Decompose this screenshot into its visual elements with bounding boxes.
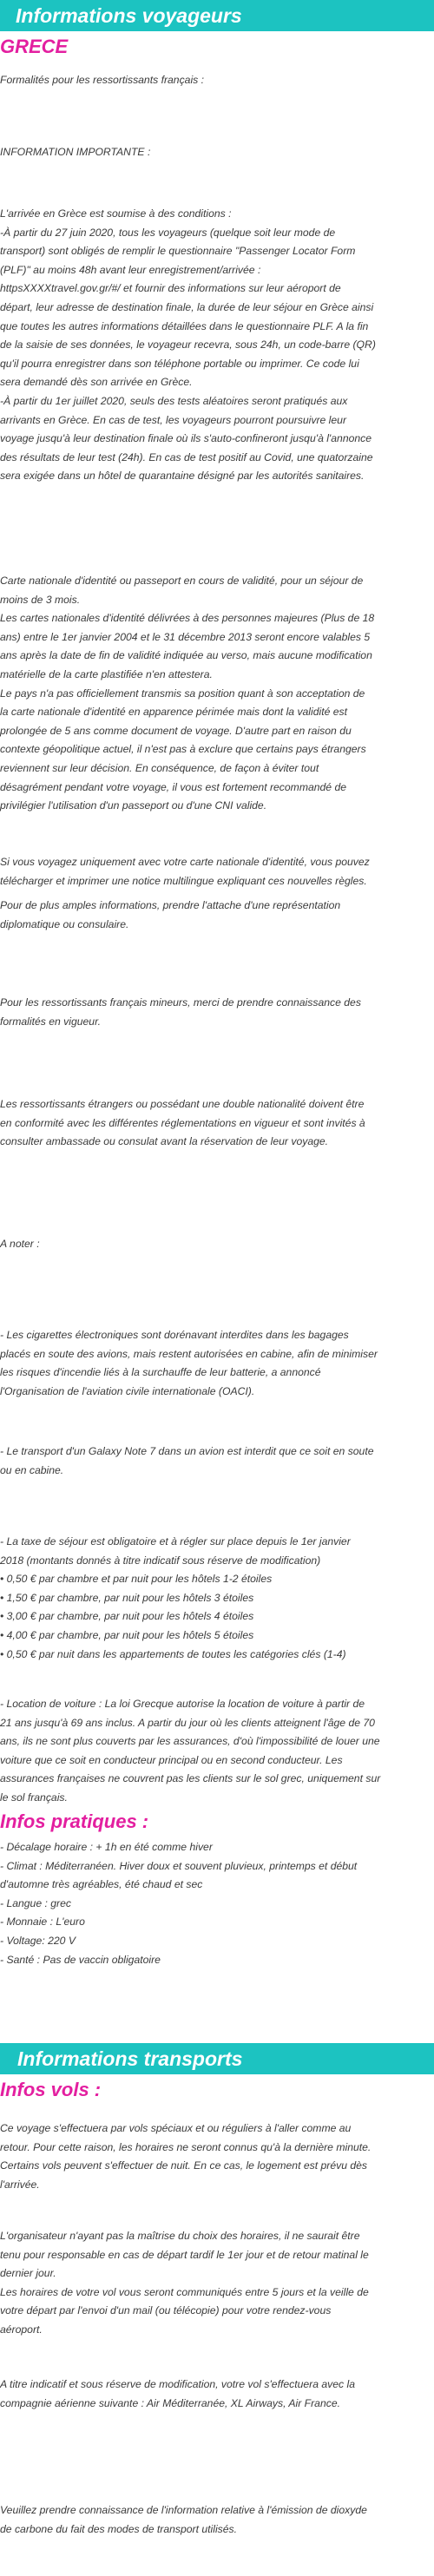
plf-link[interactable]: httpsXXXXtravel.gov.gr/#/ et fournir des informations sur leur aéroport de (0, 282, 341, 295)
list-item: d'automne très agréables, été chaud et sec (0, 1878, 203, 1891)
list-item: • 1,50 € par chambre, par nuit pour les hôtels 3 étoiles (0, 1591, 254, 1604)
arrival-conditions: L'arrivée en Grèce est soumise à des conditions : -À partir du 27 juin 2020, tous les voyageurs (quelque soit leur mode de transport) sont obligés de remplir le questionnaire "Passenger Locator Form (PLF)" au moins 48h avant leur enregistrement/arrivée : httpsXXXXtravel.gov.gr/#/ et fournir des informations sur leur aéroport de départ, leur adresse de destination finale, la durée de leur séjour en Grèce ainsi que toutes les autres informations détaillées dans le questionnaire PLF. A la fin de la saisie de ses données, le voyageur recevra, sous 24h, un code-barre (QR) qu'il pourra enregistrer dans son téléphone portable ou imprimer. Ce code lui sera demandé dès son arrivée en Grèce. -À partir du 1er juillet 2020, seuls des tests aléatoires seront pratiqués aux arrivants en Grèce. En cas de test, les voyageurs pourront poursuivre leur voyage jusqu'à leur destination finale où ils s'auto-confineront jusqu'à l'annonce des résultats de leur test (24h). En cas de test positif au Covid, une quatorzaine sera exigée dans un hôtel de quarantaine désigné par les autorités sanitaires. (0, 205, 428, 486)
list-item: - Monnaie : L'euro (0, 1916, 85, 1929)
vols-title: Infos vols : (0, 2079, 102, 2100)
transports-banner (0, 2043, 434, 2074)
vols-paragraph-1: Ce voyage s'effectuera par vols spéciaux et ou réguliers à l'aller comme au retour. Pour cette raison, les horaires ne seront connus qu'à la dernière minute. Certains vols peuvent s'effectuer de nuit. En ce cas, le logement est prévu dès l'arrivée. (0, 2122, 372, 2191)
country-title: GRECE (0, 36, 69, 57)
list-item: - Santé : Pas de vaccin obligatoire (0, 1953, 161, 1966)
voyageurs-banner (0, 0, 434, 31)
mineurs: Pour les ressortissants français mineurs, merci de prendre connaissance des formalités en vigueur. (0, 994, 428, 1031)
etrangers: Les ressortissants étrangers ou possédant une double nationalité doivent être en conformité avec les différentes réglementations en vigueur et sont invités à consulter ambassade ou consulat avant la réservation de leur voyage. (0, 1098, 365, 1148)
list-item: • 4,00 € par chambre, par nuit pour les hôtels 5 étoiles (0, 1628, 254, 1641)
a-noter: A noter : (0, 1238, 40, 1250)
mineurs-link[interactable]: formalités en vigueur. (0, 1015, 102, 1028)
list-item: - Décalage horaire : + 1h en été comme hiver (0, 1841, 213, 1853)
voyageurs-title: Informations voyageurs (16, 4, 242, 27)
pratiques-title: Infos pratiques : (0, 1810, 149, 1832)
autres-nationalites: Pour de plus amples informations, prendre l'attache d'une représentation diplomatique ou consulaire. (0, 899, 341, 930)
carte-notice: Si vous voyagez uniquement avec votre carte nationale d'identité, vous pouvez télécharger et imprimer une notice multilingue expliquant ces nouvelles règles. (0, 853, 428, 890)
list-item: • 0,50 € par chambre et par nuit pour les hôtels 1-2 étoiles (0, 1573, 273, 1586)
transports-title: Informations transports (17, 2047, 243, 2070)
pratiques-list (0, 1838, 428, 1969)
list-item: - Climat : Méditerranéen. Hiver doux et souvent pluvieux, printemps et début (0, 1859, 358, 1872)
list-item: - Langue : grec (0, 1896, 71, 1909)
galaxy-note: - Le transport d'un Galaxy Note 7 dans un avion est interdit que ce soit en soute ou en cabine. (0, 1445, 374, 1476)
co2-info: Veuillez prendre connaissance de l'information relative à l'émission de dioxyde de carbone du fait des modes de transport utilisés. (0, 2501, 428, 2539)
cigarettes-note: - Les cigarettes électroniques sont dorénavant interdites dans les bagages placés en soute des avions, mais restent autorisées en cabine, afin de minimiser les risques d'incendie liés à la surchauffe de leur batterie, a annoncé l'Organisation de l'aviation civile internationale (OACI). (0, 1329, 378, 1397)
formalites-intro: Formalités pour les ressortissants français : (0, 74, 205, 86)
list-item: • 0,50 € par nuit dans les appartements de toutes les catégories clés (1-4) (0, 1647, 346, 1660)
vols-paragraph-3: A titre indicatif et sous réserve de modification, votre vol s'effectuera avec la compagnie aérienne suivante : Air Méditerranée, XL Airways, Air France. (0, 2378, 355, 2409)
co2-link[interactable]: de carbone du fait des modes de transport utilisés. (0, 2522, 238, 2535)
location-voiture: - Location de voiture : La loi Grecque autorise la location de voiture à partir de 21 ans jusqu'à 69 ans inclus. A partir du jour où les clients atteignent l'âge de 70 ans, ils ne sont plus couverts par les assurances, d'où l'impossibilité de louer une voiture que ce soit en conducteur principal ou en second conducteur. Les assurances françaises ne couvrent pas les clients sur le sol grec, uniquement sur le sol français. (0, 1698, 381, 1804)
notice-link[interactable]: télécharger et imprimer une notice multilingue expliquant ces nouvelles règles. (0, 874, 367, 887)
taxe-sejour: - La taxe de séjour est obligatoire et à régler sur place depuis le 1er janvier 2018 (montants donnés à titre indicatif sous réserve de modification) • 0,50 € par chambre et par nuit pour les hôtels 1-2 étoiles • 1,50 € par chambre, par nuit pour les hôtels 3 étoiles • 3,00 € par chambre, par nuit pour les hôtels 4 étoiles • 4,00 € par chambre, par nuit pour les hôtels 5 étoiles • 0,50 € par nuit dans les appartements de toutes les catégories clés (1-4) (0, 1533, 428, 1664)
list-item: - Voltage: 220 V (0, 1934, 76, 1947)
important-heading: INFORMATION IMPORTANTE : (0, 146, 151, 158)
list-item: • 3,00 € par chambre, par nuit pour les hôtels 4 étoiles (0, 1610, 254, 1623)
carte-identite: Carte nationale d'identité ou passeport en cours de validité, pour un séjour de moins de 3 mois. Les cartes nationales d'identité délivrées à des personnes majeures (Plus de 18 ans) entre le 1er janvier 2004 et le 31 décembre 2013 seront encore valables 5 ans après la date de fin de validité indiquée au verso, mais aucune modification matérielle de la carte plastifiée n'en attestera. Le pays n'a pas officiellement transmis sa position quant à son acceptation de la carte nationale d'identité en apparence périmée mais dont la validité est prolongée de 5 ans comme document de voyage. D'autre part en raison du contexte géopolitique actuel, il n'est pas à exclure que certains pays étrangers reviennent sur leur décision. En conséquence, de façon à éviter tout désagrément pendant votre voyage, il vous est fortement recommandé de privilégier l'utilisation d'un passeport ou d'une CNI valide. (0, 575, 375, 812)
vols-paragraph-2: L'organisateur n'ayant pas la maîtrise du choix des horaires, il ne saurait être tenu pour responsable en cas de départ tardif le 1er jour et de retour matinal le dernier jour. Les horaires de votre vol vous seront communiqués entre 5 jours et la veille de votre départ par l'envoi d'un mail (ou télécopie) pour votre rendez-vous aéroport. (0, 2230, 369, 2336)
